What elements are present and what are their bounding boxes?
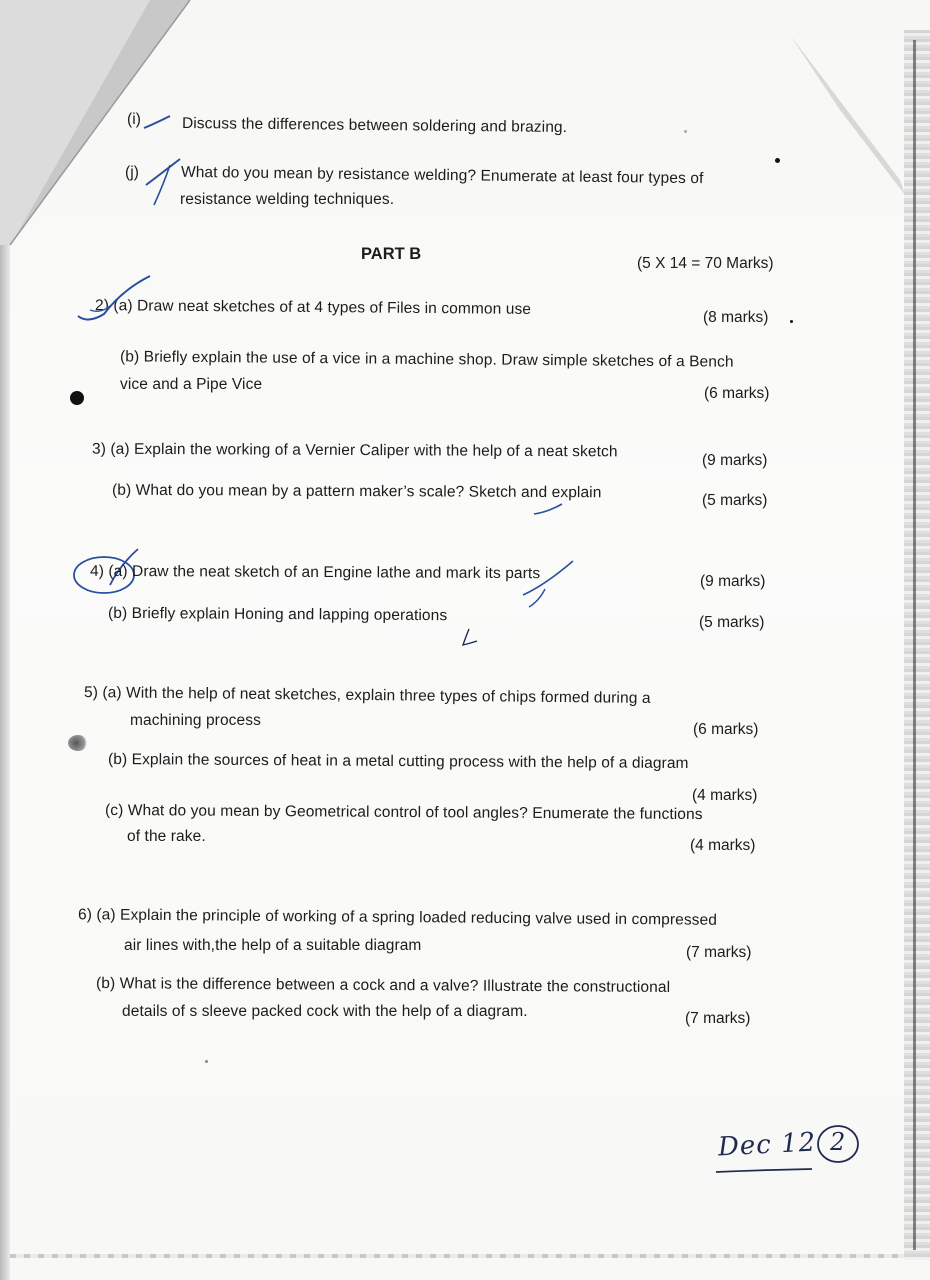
part-b-title: PART B — [361, 245, 422, 263]
check-mark-i — [140, 110, 180, 134]
ink-tick-q4b — [455, 625, 485, 651]
q2a-marks: (8 marks) — [703, 309, 769, 326]
q5b-text: (b) Explain the sources of heat in a metal cutting process with the help of a diagram — [107, 750, 689, 773]
q6a-text-line2: air lines with,the help of a suitable diagram — [124, 937, 422, 954]
handwritten-date: Dec 12 — [717, 1127, 817, 1163]
q4a-marks: (9 marks) — [700, 573, 766, 590]
q5b-marks: (4 marks) — [692, 787, 758, 804]
item-i-label: (i) — [127, 111, 142, 128]
q3b-marks: (5 marks) — [702, 492, 768, 509]
q2b-text-line1: (b) Briefly explain the use of a vice in a machine shop. Draw simple sketches of a Bench — [119, 348, 734, 371]
item-j-label: (j) — [125, 164, 140, 181]
q3b-text: (b) What do you mean by a pattern maker’s scale? Sketch and explain — [111, 481, 602, 502]
q2b-marks: (6 marks) — [704, 385, 770, 402]
ink-tick-q3 — [530, 500, 570, 520]
part-b-marks: (5 X 14 = 70 Marks) — [637, 255, 774, 272]
top-right-shadow — [780, 30, 910, 200]
q4b-text: (b) Briefly explain Honing and lapping operations — [107, 604, 448, 625]
q5c-text-line1: (c) What do you mean by Geometrical control of tool angles? Enumerate the functions — [104, 801, 703, 824]
q5a-text-line1: 5) (a) With the help of neat sketches, explain three types of chips formed during a — [83, 684, 651, 707]
handwritten-circled-number: 2 — [830, 1128, 846, 1156]
q5c-marks: (4 marks) — [690, 837, 756, 854]
q4b-marks: (5 marks) — [699, 614, 765, 631]
scan-right-edge — [904, 30, 930, 1260]
item-j-text-line1: What do you mean by resistance welding? Enumerate at least four types of — [180, 163, 704, 188]
scan-speck — [205, 1060, 208, 1063]
scan-bottom-edge — [10, 1254, 904, 1258]
q6b-marks: (7 marks) — [685, 1010, 751, 1027]
scan-speck — [775, 158, 780, 163]
q2a-text: 2) (a) Draw neat sketches of at 4 types of Files in common use — [94, 297, 532, 318]
q3a-text: 3) (a) Explain the working of a Vernier Caliper with the help of a neat sketch — [91, 440, 618, 461]
item-j-text-line2: resistance welding techniques. — [180, 191, 395, 208]
q3a-marks: (9 marks) — [702, 452, 768, 469]
q5c-text-line2: of the rake. — [127, 828, 206, 845]
q4a-text: 4) (a) Draw the neat sketch of an Engine lathe and mark its parts — [89, 562, 541, 583]
q5a-marks: (6 marks) — [693, 721, 759, 738]
ink-tick-q4a — [515, 555, 585, 615]
punch-hole-bottom — [68, 735, 88, 751]
q6a-marks: (7 marks) — [686, 944, 752, 961]
scan-right-edge-line — [913, 40, 916, 1250]
punch-hole-top — [70, 391, 84, 405]
item-i-text: Discuss the differences between soldering and brazing. — [181, 114, 568, 137]
scan-speck — [790, 320, 793, 323]
q2b-text-line2: vice and a Pipe Vice — [120, 376, 263, 393]
q6b-text-line2: details of s sleeve packed cock with the help of a diagram. — [122, 1003, 528, 1020]
handwritten-underline — [712, 1164, 822, 1178]
q5a-text-line2: machining process — [130, 712, 261, 729]
q6a-text-line1: 6) (a) Explain the principle of working of a spring loaded reducing valve used in compressed — [77, 906, 718, 929]
check-mark-q2 — [70, 270, 160, 330]
scan-speck — [684, 130, 687, 133]
q6b-text-line1: (b) What is the difference between a cock and a valve? Illustrate the constructional — [95, 974, 671, 997]
